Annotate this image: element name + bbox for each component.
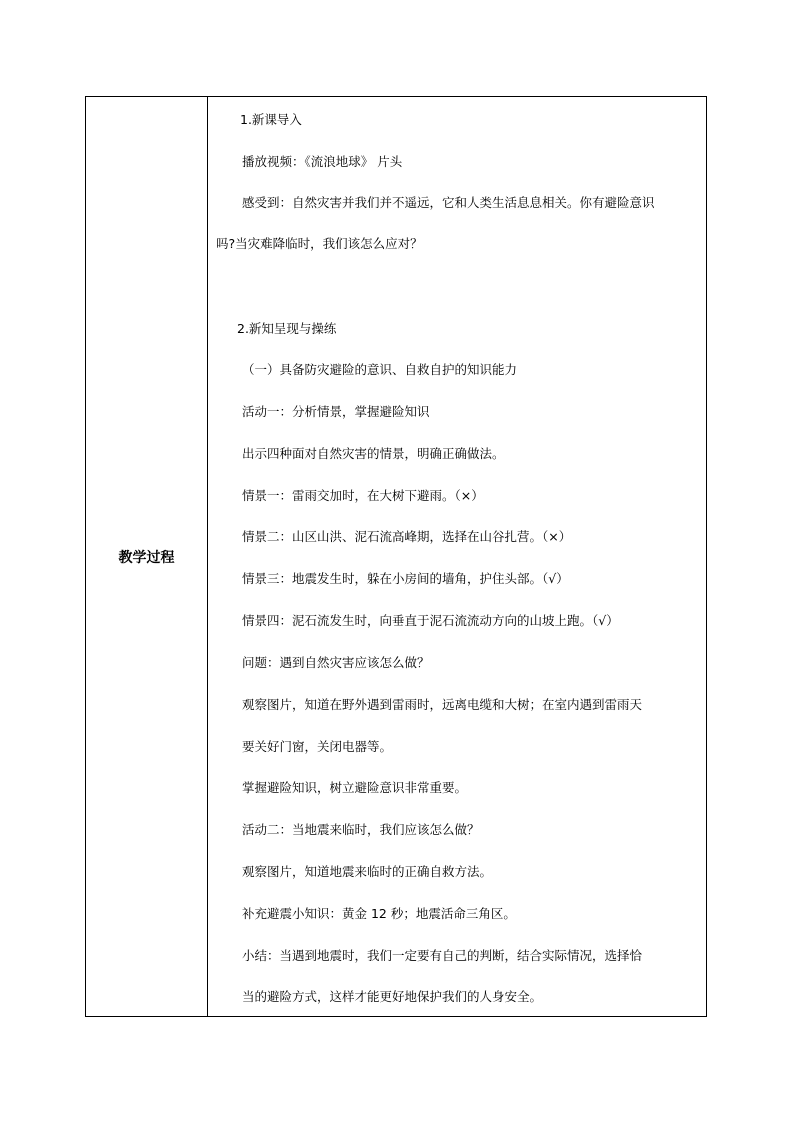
text-line: 小结：当遇到地震时，我们一定要有自己的判断，结合实际情况，选择恰 <box>242 948 643 963</box>
text-line: 情景一：雷雨交加时，在大树下避雨。（×） <box>242 488 484 503</box>
text-line: 感受到：自然灾害并我们并不遥远，它和人类生活息息相关。你有避险意识 <box>242 195 655 210</box>
text-line: 2.新知呈现与操练 <box>237 321 337 336</box>
text-line: 补充避震小知识：黄金 12 秒；地震活命三角区。 <box>242 906 516 921</box>
section-label-cell <box>86 97 207 1016</box>
section-label: 教学过程 <box>118 550 175 566</box>
text-line: （一）具备防灾避险的意识、自救自护的知识能力 <box>242 362 518 377</box>
text-line: 情景三：地震发生时，躲在小房间的墙角，护住头部。（√） <box>242 571 569 586</box>
lesson-table <box>85 96 707 1017</box>
text-line: 活动一：分析情景，掌握避险知识 <box>242 404 430 419</box>
text-line: 要关好门窗，关闭电器等。 <box>242 739 393 754</box>
content-cell <box>208 97 706 1016</box>
text-line: 掌握避险知识，树立避险意识非常重要。 <box>242 780 468 795</box>
text-line: 情景二：山区山洪、泥石流高峰期，选择在山谷扎营。（×） <box>242 529 572 544</box>
text-line: 观察图片，知道地震来临时的正确自救方法。 <box>242 864 493 879</box>
text-line: 播放视频：《流浪地球》 片头 <box>242 154 403 169</box>
text-line: 活动二：当地震来临时，我们应该怎么做？ <box>242 822 480 837</box>
text-line: 问题：遇到自然灾害应该怎么做？ <box>242 655 430 670</box>
text-line: 吗?当灾难降临时，我们该怎么应对？ <box>216 236 423 251</box>
text-line: 1.新课导入 <box>240 112 302 127</box>
text-line: 当的避险方式，这样才能更好地保护我们的人身安全。 <box>242 989 543 1004</box>
text-line: 情景四：泥石流发生时，向垂直于泥石流流动方向的山坡上跑。（√） <box>242 613 619 628</box>
text-line: 出示四种面对自然灾害的情景，明确正确做法。 <box>242 446 505 461</box>
text-line: 观察图片，知道在野外遇到雷雨时，远离电缆和大树；在室内遇到雷雨天 <box>242 697 643 712</box>
